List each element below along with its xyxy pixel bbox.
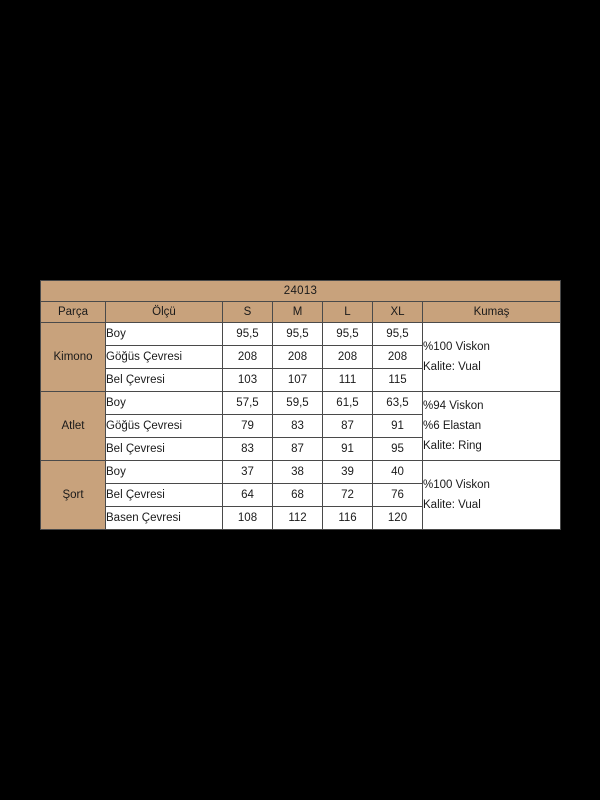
measure-value: 107: [273, 369, 323, 392]
fabric-info-atlet: [423, 392, 561, 461]
measure-value: 37: [223, 461, 273, 484]
measure-value: 91: [373, 415, 423, 438]
measure-value: 208: [273, 346, 323, 369]
measure-value: 208: [323, 346, 373, 369]
fabric-line: Kalite: Vual: [423, 361, 481, 373]
table-row: [41, 323, 561, 346]
measure-label: Boy: [106, 323, 223, 346]
measure-value: 38: [273, 461, 323, 484]
table-row: [41, 392, 561, 415]
measure-value: 111: [323, 369, 373, 392]
size-chart-table: [40, 280, 561, 530]
measure-value: 120: [373, 507, 423, 530]
fabric-info-kimono: [423, 323, 561, 392]
measure-value: 59,5: [273, 392, 323, 415]
measure-value: 103: [223, 369, 273, 392]
measure-value: 76: [373, 484, 423, 507]
measure-value: 208: [223, 346, 273, 369]
header-part: Parça: [41, 302, 106, 323]
measure-value: 63,5: [373, 392, 423, 415]
measure-value: 64: [223, 484, 273, 507]
measure-label: Bel Çevresi: [106, 438, 223, 461]
fabric-line: %6 Elastan: [423, 419, 482, 432]
group-name-kimono: Kimono: [41, 323, 106, 392]
fabric-line: %100 Viskon: [423, 478, 490, 491]
measure-value: 95,5: [373, 323, 423, 346]
table-header-row: [41, 302, 561, 323]
measure-value: 95,5: [323, 323, 373, 346]
fabric-line: Kalite: Ring: [423, 440, 482, 453]
header-size-l: L: [323, 302, 373, 323]
measure-label: Bel Çevresi: [106, 369, 223, 392]
size-chart-container: [40, 280, 560, 530]
measure-value: 91: [323, 438, 373, 461]
fabric-line: Kalite: Vual: [423, 499, 481, 511]
measure-value: 87: [323, 415, 373, 438]
measure-value: 39: [323, 461, 373, 484]
measure-value: 208: [373, 346, 423, 369]
group-name-atlet: Atlet: [41, 392, 106, 461]
measure-label: Göğüs Çevresi: [106, 346, 223, 369]
fabric-line: %94 Viskon: [423, 399, 484, 412]
measure-value: 40: [373, 461, 423, 484]
measure-value: 87: [273, 438, 323, 461]
measure-value: 83: [223, 438, 273, 461]
measure-value: 57,5: [223, 392, 273, 415]
measure-value: 108: [223, 507, 273, 530]
measure-value: 72: [323, 484, 373, 507]
measure-value: 95: [373, 438, 423, 461]
measure-label: Boy: [106, 461, 223, 484]
measure-value: 112: [273, 507, 323, 530]
measure-value: 61,5: [323, 392, 373, 415]
product-code-title: 24013: [41, 281, 561, 302]
header-size-s: S: [223, 302, 273, 323]
measure-value: 95,5: [223, 323, 273, 346]
measure-value: 115: [373, 369, 423, 392]
group-name-sort: Şort: [41, 461, 106, 530]
header-measure: Ölçü: [106, 302, 223, 323]
table-title-row: [41, 281, 561, 302]
measure-value: 68: [273, 484, 323, 507]
measure-value: 95,5: [273, 323, 323, 346]
measure-value: 116: [323, 507, 373, 530]
measure-label: Basen Çevresi: [106, 507, 223, 530]
header-size-xl: XL: [373, 302, 423, 323]
header-size-m: M: [273, 302, 323, 323]
fabric-info-sort: [423, 461, 561, 530]
header-fabric: Kumaş: [423, 302, 561, 323]
measure-label: Bel Çevresi: [106, 484, 223, 507]
measure-label: Boy: [106, 392, 223, 415]
measure-value: 83: [273, 415, 323, 438]
measure-label: Göğüs Çevresi: [106, 415, 223, 438]
measure-value: 79: [223, 415, 273, 438]
table-row: [41, 461, 561, 484]
fabric-line: %100 Viskon: [423, 340, 490, 353]
